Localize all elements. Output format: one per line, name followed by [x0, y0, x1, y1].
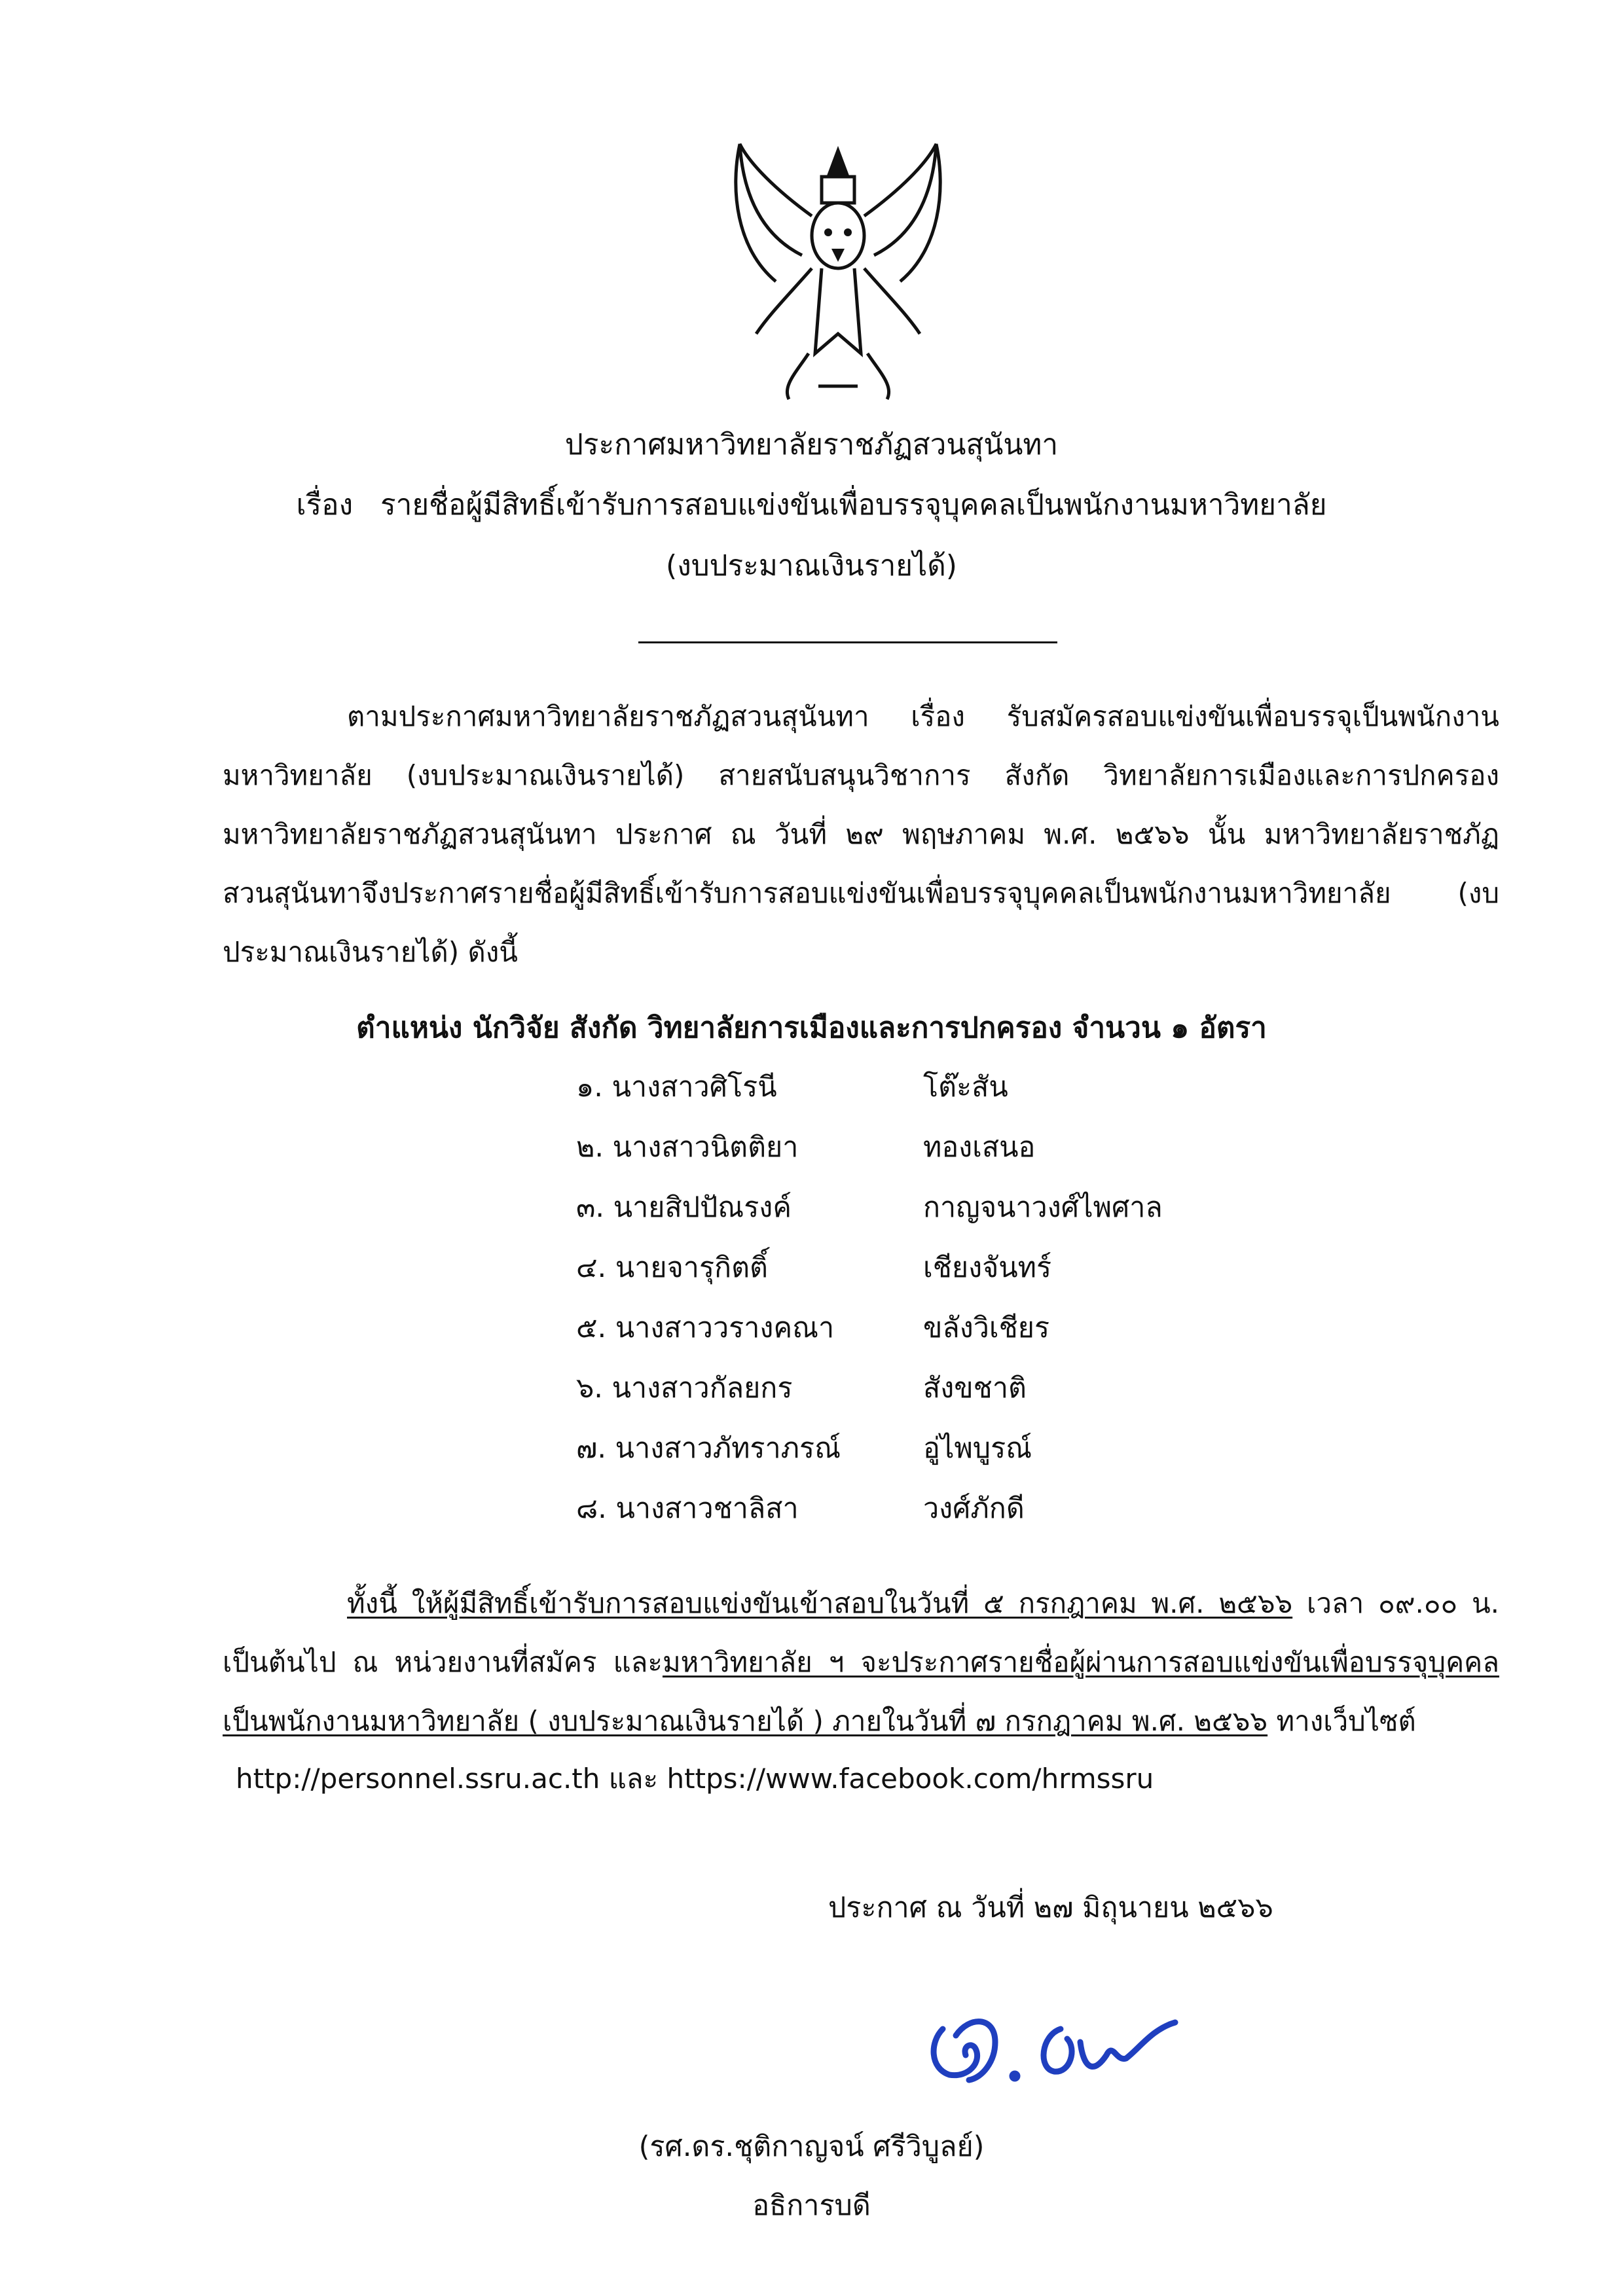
- announcement-org-line: ประกาศมหาวิทยาลัยราชภัฏสวนสุนันทา: [564, 428, 1059, 461]
- candidate-last-name: ขลังวิเชียร: [923, 1312, 1050, 1344]
- header-divider: [638, 641, 1057, 643]
- list-item: [576, 1057, 1296, 1117]
- list-item: [576, 1177, 1296, 1238]
- candidate-last-name: เชียงจันทร์: [923, 1251, 1052, 1284]
- exam-time-text: เวลา ๐๙.๐๐ น. เป็นต้นไป ณ หน่วยงานที่สมัคร และ: [223, 1587, 1500, 1678]
- announce-date: ประกาศ ณ วันที่ ๒๗ มิถุนายน ๒๕๖๖: [828, 1892, 1273, 1924]
- candidate-first-name: ๒. นางสาวนิตติยา: [576, 1131, 799, 1164]
- subject-text: รายชื่อผู้มีสิทธิ์เข้ารับการสอบแข่งขันเพื่อบรรจุบุคคลเป็นพนักงานมหาวิทยาลัย: [380, 488, 1327, 522]
- candidate-last-name: อู่ไพบูรณ์: [923, 1432, 1032, 1465]
- announcement-subject-sub: (งบประมาณเงินรายได้): [666, 549, 957, 583]
- website-urls: http://personnel.ssru.ac.th และ https://www.facebook.com/hrmssru: [236, 1763, 1154, 1795]
- intro-paragraph: [223, 687, 1499, 982]
- list-item: [576, 1117, 1296, 1177]
- candidate-last-name: ทองเสนอ: [923, 1131, 1036, 1164]
- candidate-first-name: ๓. นายสิปปัณรงค์: [576, 1191, 792, 1224]
- candidate-first-name: ๕. นางสาววรางคณา: [576, 1312, 835, 1344]
- website-lead-text: ทางเว็บไซต์: [1267, 1705, 1416, 1737]
- candidate-first-name: ๘. นางสาวชาลิสา: [576, 1492, 799, 1525]
- candidate-last-name: กาญจนาวงศ์ไพศาล: [923, 1191, 1163, 1224]
- position-heading: ตำแหน่ง นักวิจัย สังกัด วิทยาลัยการเมืองและการปกครอง จำนวน ๑ อัตรา: [356, 1011, 1267, 1045]
- exam-notice-paragraph: [223, 1574, 1499, 1751]
- candidate-first-name: ๗. นางสาวภัทราภรณ์: [576, 1432, 841, 1465]
- candidate-list: [576, 1057, 1296, 1539]
- garuda-emblem-icon: [723, 137, 953, 406]
- list-item: [576, 1358, 1296, 1418]
- candidate-first-name: ๑. นางสาวศิโรนี: [576, 1071, 777, 1103]
- signer-title: อธิการบดี: [752, 2189, 871, 2222]
- candidate-last-name: สังขชาติ: [923, 1372, 1027, 1405]
- subject-label: เรื่อง: [296, 488, 354, 522]
- candidate-last-name: วงศ์ภักดี: [923, 1492, 1025, 1525]
- list-item: [576, 1418, 1296, 1479]
- candidate-last-name: โต๊ะสัน: [923, 1071, 1008, 1103]
- list-item: [576, 1479, 1296, 1539]
- candidate-first-name: ๖. นางสาวกัลยกร: [576, 1372, 793, 1405]
- result-announce-text: มหาวิทยาลัย ฯ จะประกาศรายชื่อผู้ผ่านการสอบแข่งขันเพื่อบรรจุบุคคลเป็นพนักงานมหาวิทยาลัย ( งบประมาณเงินรายได้ ) ภายในวันที่ ๗ กรกฎาคม พ.ศ. ๒๕๖๖: [223, 1646, 1499, 1737]
- signer-name: (รศ.ดร.ชุติกาญจน์ ศรีวิบูลย์): [638, 2130, 985, 2163]
- list-item: [576, 1238, 1296, 1298]
- intro-text: ตามประกาศมหาวิทยาลัยราชภัฏสวนสุนันทา เรื่อง รับสมัครสอบแข่งขันเพื่อบรรจุเป็นพนักงานมหาวิทยาลัย (งบประมาณเงินรายได้) สายสนับสนุนวิชาการ สังกัด วิทยาลัยการเมืองและการปกครอง มหาวิทยาลัยราชภัฏสวนสุนันทา ประกาศ ณ วันที่ ๒๙ พฤษภาคม พ.ศ. ๒๕๖๖ นั้น มหาวิทยาลัยราชภัฏสวนสุนันทาจึงประกาศรายชื่อผู้มีสิทธิ์เข้ารับการสอบแข่งขันเพื่อบรรจุบุคคลเป็นพนักงานมหาวิทยาลัย (งบประมาณเงินรายได้) ดังนี้: [223, 700, 1499, 968]
- signature-image: [917, 2003, 1198, 2094]
- candidate-first-name: ๔. นายจารุกิตติ์: [576, 1251, 768, 1284]
- exam-date-text: ทั้งนี้ ให้ผู้มีสิทธิ์เข้ารับการสอบแข่งขันเข้าสอบในวันที่ ๕ กรกฎาคม พ.ศ. ๒๕๖๖: [347, 1587, 1293, 1619]
- list-item: [576, 1298, 1296, 1358]
- announcement-subject: [0, 486, 1623, 525]
